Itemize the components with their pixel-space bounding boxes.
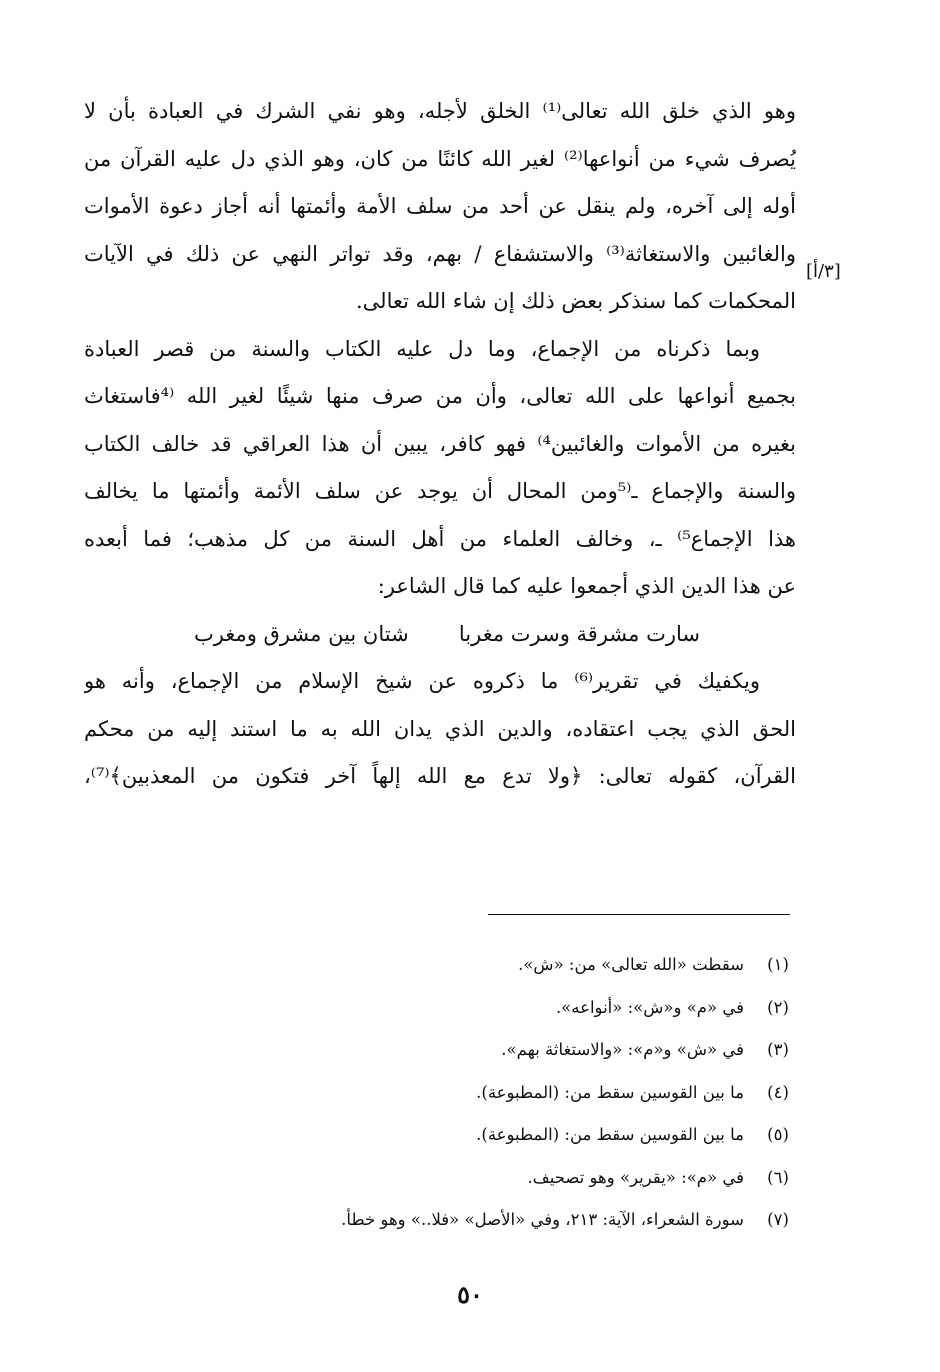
manuscript-folio-marker: [٣/أ]	[806, 261, 841, 282]
footnote	[240, 987, 800, 1030]
footnote-text: ما بين القوسين سقط من: (المطبوعة).	[476, 1082, 744, 1102]
footnote	[240, 1157, 800, 1200]
footnote-text: في «م»: «يقرير» وهو تصحيف.	[527, 1167, 744, 1187]
footnote-number: (٣)	[767, 1040, 789, 1059]
text-line: وهو الذي خلق الله تعالى⁽¹⁾ الخلق لأجله، وهو نفي الشرك في العبادة بأن لا	[84, 99, 796, 123]
footnote-text: في «ش» و«م»: «والاستغاثة بهم».	[501, 1040, 744, 1059]
text-line: بغيره من الأموات والغائبين⁴⁾ فهو كافر، يبين أن هذا العراقي قد خالف الكتاب	[84, 431, 796, 456]
footnote	[240, 1114, 800, 1157]
text-line: الحق الذي يجب اعتقاده، والدين الذي يدان الله به ما استند إليه من محكم	[84, 716, 796, 741]
text-line: المحكمات كما سنذكر بعض ذلك إن شاء الله تعالى.	[356, 289, 796, 313]
poem-second-hemistich: شتان بين مشرق ومغرب	[194, 621, 409, 646]
footnote-number: (٦)	[767, 1167, 789, 1187]
footnote-text: سقطت «الله تعالى» من: «ش».	[518, 955, 744, 974]
poem-first-hemistich: سارت مشرقة وسرت مغربا	[458, 621, 700, 646]
footnote	[240, 1072, 800, 1115]
footnote-number: (١)	[767, 955, 789, 974]
poem-verse	[84, 611, 796, 659]
text-line: عن هذا الدين الذي أجمعوا عليه كما قال الشاعر:	[377, 574, 796, 598]
footnote-number: (٢)	[767, 997, 789, 1017]
footnote	[240, 1199, 800, 1242]
footnote-number: (٤)	[767, 1082, 789, 1102]
text-line: القرآن، كقوله تعالى: ﴿ولا تدع مع الله إلهاً آخر فتكون من المعذبين﴾⁽⁷⁾،	[84, 764, 796, 788]
text-line: أوله إلى آخره، ولم ينقل عن أحد من سلف الأمة وأئمتها أنه أجاز دعوة الأموات	[84, 194, 796, 218]
text-line: والغائبين والاستغاثة⁽³⁾ والاستشفاع / بهم، وقد تواتر النهي عن ذلك في الآيات	[84, 241, 796, 266]
text-line: يُصرف شيء من أنواعها⁽²⁾ لغير الله كائنًا من كان، وهو الذي دل عليه القرآن من	[84, 146, 796, 171]
footnote-text: في «م» و«ش»: «أنواعه».	[555, 997, 744, 1017]
main-text	[84, 88, 796, 801]
text-line: بجميع أنواعها على الله تعالى، وأن من صرف منها شيئًا لغير الله ⁽⁴فاستغاث	[84, 384, 796, 408]
footnote-separator	[488, 914, 790, 915]
footnotes	[240, 944, 800, 1242]
footnote	[240, 944, 800, 987]
footnote-text: ما بين القوسين سقط من: (المطبوعة).	[476, 1125, 744, 1144]
text-line: والسنة والإجماع ـ⁽⁵ومن المحال أن يوجد عن سلف الأئمة وأئمتها ما يخالف	[84, 479, 796, 503]
text-line: ويكفيك في تقرير⁽⁶⁾ ما ذكروه عن شيخ الإسلام من الإجماع، وأنه هو	[84, 669, 761, 693]
footnote-text: سورة الشعراء، الآية: ٢١٣، وفي «الأصل» «فلا..» وهو خطأ.	[341, 1210, 744, 1229]
footnote-number: (٥)	[767, 1125, 789, 1144]
text-line: وبما ذكرناه من الإجماع، وما دل عليه الكتاب والسنة من قصر العبادة	[84, 336, 760, 361]
page-number: ٥٠	[457, 1280, 483, 1309]
text-line: هذا الإجماع⁵⁾ ـ، وخالف العلماء من أهل السنة من كل مذهب؛ فما أبعده	[84, 526, 796, 551]
footnote-number: (٧)	[767, 1210, 789, 1229]
footnote	[240, 1029, 800, 1072]
